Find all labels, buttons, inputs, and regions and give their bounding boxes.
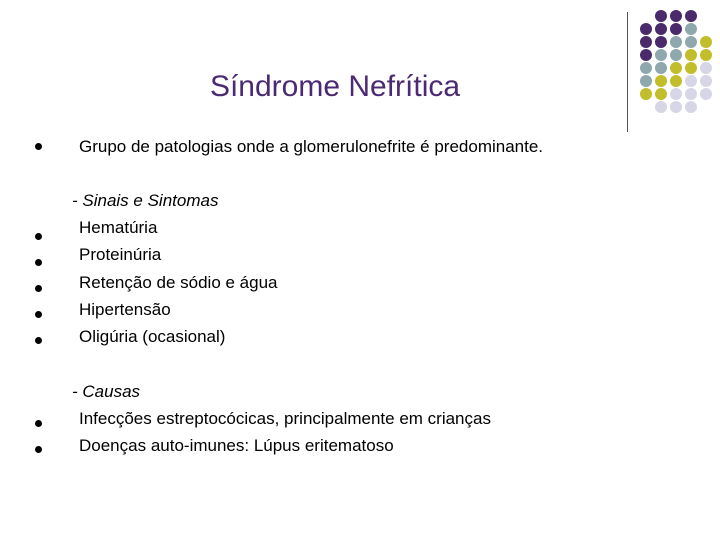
decorative-dot xyxy=(670,36,682,48)
decorative-dot xyxy=(685,36,697,48)
list-item: Doenças auto-imunes: Lúpus eritematoso xyxy=(79,436,394,455)
decorative-dot xyxy=(670,23,682,35)
decorative-dot xyxy=(655,101,667,113)
decorative-dot xyxy=(655,36,667,48)
decorative-dot xyxy=(700,62,712,74)
decorative-dot xyxy=(700,75,712,87)
causes-heading: - Causas xyxy=(72,382,141,401)
decorative-dot xyxy=(670,62,682,74)
decorative-dot-grid xyxy=(640,10,720,120)
decorative-dot xyxy=(655,10,667,22)
decorative-dot xyxy=(685,75,697,87)
signs-heading: - Sinais e Sintomas xyxy=(72,191,219,210)
list-item: Hipertensão xyxy=(79,300,171,319)
decorative-dot xyxy=(655,75,667,87)
decorative-dot xyxy=(640,75,652,87)
decorative-dot xyxy=(685,49,697,61)
list-item: Oligúria (ocasional) xyxy=(79,327,226,346)
bullet-icon xyxy=(35,143,42,150)
decorative-dot xyxy=(640,49,652,61)
decorative-dot xyxy=(670,49,682,61)
decorative-dot xyxy=(685,10,697,22)
decorative-dot xyxy=(640,23,652,35)
decorative-dot xyxy=(655,23,667,35)
decorative-dot xyxy=(685,88,697,100)
list-item: Proteinúria xyxy=(79,245,162,264)
decorative-dot xyxy=(685,101,697,113)
list-item: Hematúria xyxy=(79,218,158,237)
bullet-icon xyxy=(35,259,42,266)
intro-text: Grupo de patologias onde a glomerulonefrite é predominante. xyxy=(79,137,544,156)
decorative-dot xyxy=(640,36,652,48)
list-item: Infecções estreptocócicas, principalmente em crianças xyxy=(79,409,491,428)
decorative-dot xyxy=(670,101,682,113)
decorative-dot xyxy=(655,49,667,61)
bullet-icon xyxy=(35,233,42,240)
decorative-dot xyxy=(670,88,682,100)
decorative-dot xyxy=(685,62,697,74)
decorative-dot xyxy=(655,88,667,100)
bullet-icon xyxy=(35,311,42,318)
bullet-icon xyxy=(35,285,42,292)
list-item: Retenção de sódio e água xyxy=(79,273,278,292)
decorative-divider xyxy=(627,12,628,132)
bullet-icon xyxy=(35,337,42,344)
decorative-dot xyxy=(685,23,697,35)
decorative-dot xyxy=(700,88,712,100)
decorative-dot xyxy=(700,36,712,48)
slide-title: Síndrome Nefrítica xyxy=(209,70,461,103)
bullet-icon xyxy=(35,446,42,453)
decorative-dot xyxy=(670,10,682,22)
bullet-icon xyxy=(35,420,42,427)
decorative-dot xyxy=(655,62,667,74)
decorative-dot xyxy=(640,88,652,100)
decorative-dot xyxy=(640,62,652,74)
decorative-dot xyxy=(700,49,712,61)
decorative-dot xyxy=(670,75,682,87)
